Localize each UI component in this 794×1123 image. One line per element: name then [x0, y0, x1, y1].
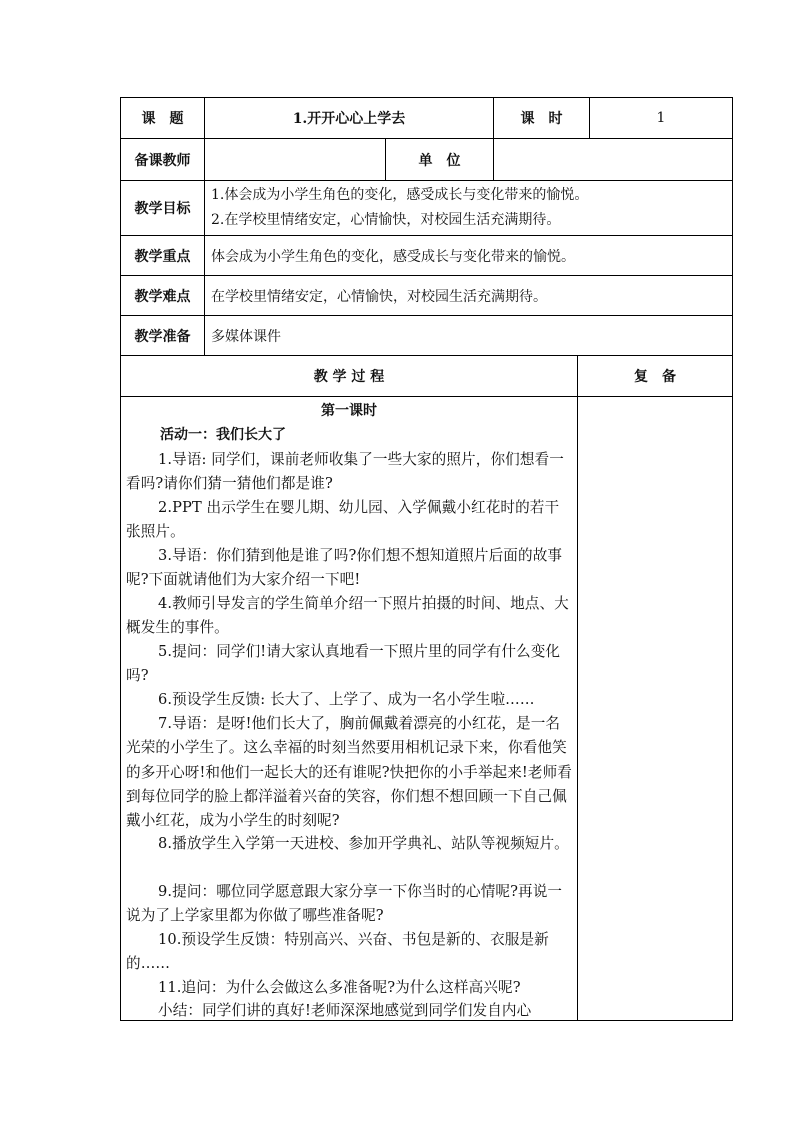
paragraph: 小结：同学们讲的真好!老师深深地感觉到同学们发自内心 [158, 1002, 532, 1019]
paragraph: 11.追问：为什么会做这么多准备呢?为什么这样高兴呢? [158, 979, 521, 996]
paragraph: 7.导语：是呀!他们长大了，胸前佩戴着漂亮的小红花，是一名光荣的小学生了。这么幸福的时刻当然要用相机记录下来，你看他笑的多开心呀!和他们一起长大的还有谁呢?快把你的小手举起来!老师看到每位同学的脸上都洋溢着兴奋的笑容，你们想不想回顾一下自己佩戴小红花，成为小学生的时刻呢? [126, 715, 572, 830]
paragraph: 10.预设学生反馈：特别高兴、兴奋、书包是新的、衣服是新的…… [126, 931, 549, 973]
difficulty-label: 教学难点 [134, 288, 191, 305]
activity-title: 活动一：我们长大了 [160, 427, 286, 443]
topic-label: 课 题 [141, 111, 184, 127]
period-label: 课 时 [520, 111, 563, 127]
key-value: 体会成为小学生角色的变化，感受成长与变化带来的愉悦。 [211, 248, 575, 265]
prep-label: 教学准备 [134, 328, 191, 345]
review-header: 复 备 [634, 369, 676, 385]
goal-line-2: 2.在学校里情绪安定，心情愉快，对校园生活充满期待。 [211, 212, 561, 228]
teacher-value[interactable] [205, 139, 385, 180]
prep-value: 多媒体课件 [211, 328, 281, 345]
teacher-label: 备课教师 [134, 152, 191, 169]
col-line [577, 355, 578, 1021]
table-border-bottom [120, 1020, 733, 1021]
goal-line-1: 1.体会成为小学生角色的变化，感受成长与变化带来的愉悦。 [211, 187, 589, 203]
paragraph: 1.导语: 同学们，课前老师收集了一些大家的照片，你们想看一看吗?请你们猜一猜他们都是谁? [126, 451, 564, 493]
paragraph: 9.提问：哪位同学愿意跟大家分享一下你当时的心情呢?再说一说为了上学家里都为你做了哪些准备呢? [126, 883, 563, 925]
unit-label: 单 位 [418, 152, 461, 169]
topic-value: 1.开开心心上学去 [292, 111, 406, 127]
paragraph: 6.预设学生反馈: 长大了、上学了、成为一名小学生啦…… [158, 691, 535, 708]
paragraph: 3.导语：你们猜到他是谁了吗?你们想不想知道照片后面的故事呢?下面就请他们为大家介绍一下吧! [126, 547, 563, 589]
paragraph: 8.播放学生入学第一天进校、参加开学典礼、站队等视频短片。 [158, 835, 569, 852]
process-header: 教 学 过 程 [313, 369, 385, 385]
unit-value[interactable] [494, 139, 732, 180]
lesson-title: 第一课时 [321, 403, 377, 419]
row-line [120, 180, 733, 181]
difficulty-value: 在学校里情绪安定，心情愉快，对校园生活充满期待。 [211, 288, 547, 305]
row-line [120, 396, 733, 397]
goal-label: 教学目标 [134, 201, 191, 217]
paragraph: 4.教师引导发言的学生简单介绍一下照片拍摄的时间、地点、大概发生的事件。 [126, 595, 569, 637]
period-value: 1 [656, 110, 666, 126]
paragraph: 5.提问：同学们!请大家认真地看一下照片里的同学有什么变化吗? [126, 643, 561, 685]
paragraph: 2.PPT 出示学生在婴儿期、幼儿园、入学佩戴小红花时的若干张照片。 [126, 499, 560, 541]
key-label: 教学重点 [134, 248, 191, 265]
